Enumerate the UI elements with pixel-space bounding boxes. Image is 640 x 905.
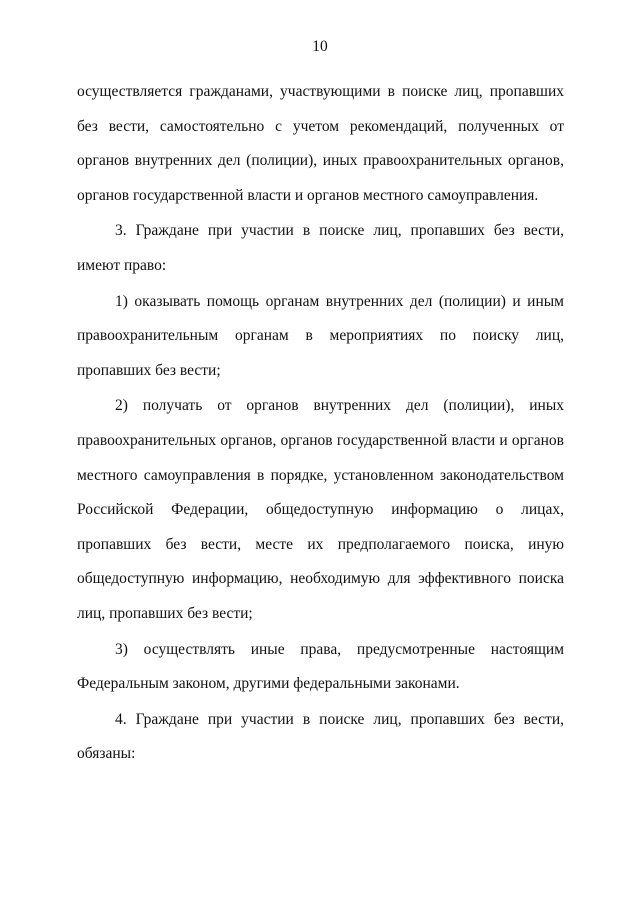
document-body: [77, 75, 564, 772]
paragraph-subitem-2: 2) получать от органов внутренних дел (полиции), иных правоохранительных органов, органов государственной власти и органов местного самоуправления в порядке, установленном законодательством Российской Федерации, общедоступную информацию о лицах, пропавших без вести, месте их предполагаемого поиска, иную общедоступную информацию, необходимую для эффективного поиска лиц, пропавших без вести;: [77, 397, 564, 622]
page-number: 10: [312, 38, 328, 55]
paragraph-continuation: осуществляется гражданами, участвующими в поиске лиц, пропавших без вести, самостоятельно с учетом рекомендаций, полученных от органов внутренних дел (полиции), иных правоохранительных органов, органов государственной власти и органов местного самоуправления.: [77, 83, 564, 204]
paragraph-item-3: 3. Граждане при участии в поиске лиц, пропавших без вести, имеют право:: [77, 222, 564, 274]
paragraph-item-4: 4. Граждане при участии в поиске лиц, пропавших без вести, обязаны:: [77, 710, 564, 763]
paragraph-subitem-1: 1) оказывать помощь органам внутренних дел (полиции) и иным правоохранительным органам в мероприятиях по поиску лиц, пропавших без вести;: [77, 292, 564, 379]
paragraph-subitem-3: 3) осуществлять иные права, предусмотренные настоящим Федеральным законом, другими федеральными законами.: [77, 640, 564, 693]
